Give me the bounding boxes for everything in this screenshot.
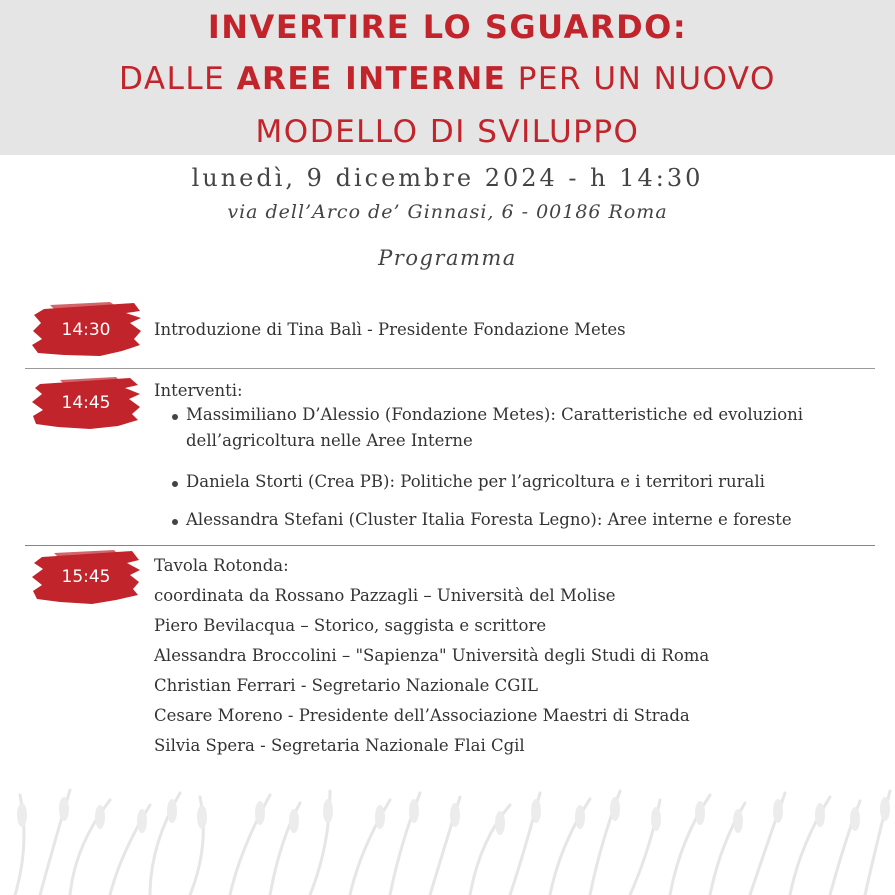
divider-2 — [25, 545, 875, 546]
speaker-1-line-2: dell’agricoltura nelle Aree Interne — [186, 431, 473, 450]
time-badge-2 — [30, 374, 142, 432]
speaker-1-line-1: Massimiliano D’Alessio (Fondazione Metes): Caratteristiche ed evoluzioni — [186, 405, 804, 424]
bullet-icon — [172, 414, 178, 420]
time-badge-1 — [30, 301, 142, 359]
event-venue: via dell’Arco de’ Ginnasi, 6 - 00186 Roma — [227, 201, 668, 223]
session-1-text: Introduzione di Tina Balì - Presidente Fondazione Metes — [154, 320, 626, 339]
event-date: lunedì, 9 dicembre 2024 - h 14:30 — [191, 164, 704, 192]
roundtable-line-2: Piero Bevilacqua – Storico, saggista e scrittore — [154, 616, 547, 635]
time-badge-3 — [30, 548, 142, 606]
wheat-pattern-icon — [0, 785, 895, 895]
title-line-1: INVERTIRE LO SGUARDO: — [207, 8, 688, 46]
title-line-2-post: PER UN NUOVO — [506, 61, 776, 97]
time-badge-label: 14:45 — [61, 393, 111, 413]
title-line-3: MODELLO DI SVILUPPO — [255, 114, 640, 150]
wheat-background — [0, 785, 895, 895]
roundtable-line-1: coordinata da Rossano Pazzagli – Università del Molise — [154, 586, 616, 605]
roundtable-line-3: Alessandra Broccolini – "Sapienza" Università degli Studi di Roma — [154, 646, 710, 665]
session-2-heading: Interventi: — [154, 381, 243, 400]
title-line-2-pre: DALLE — [119, 61, 237, 97]
roundtable-line-5: Cesare Moreno - Presidente dell’Associazione Maestri di Strada — [154, 706, 690, 725]
bullet-icon — [172, 481, 178, 487]
divider-1 — [25, 368, 875, 369]
bullet-icon — [172, 519, 178, 525]
program-heading: Programma — [378, 246, 517, 270]
time-badge-label: 15:45 — [61, 567, 111, 587]
speaker-2-line: Daniela Storti (Crea PB): Politiche per l’agricoltura e i territori rurali — [186, 472, 765, 491]
title-line-2-bold: AREE INTERNE — [236, 61, 507, 97]
session-3-heading: Tavola Rotonda: — [154, 556, 289, 575]
speaker-3-line: Alessandra Stefani (Cluster Italia Foresta Legno): Aree interne e foreste — [186, 510, 792, 529]
roundtable-line-4: Christian Ferrari - Segretario Nazionale CGIL — [154, 676, 538, 695]
title-line-2 — [0, 61, 895, 97]
roundtable-line-6: Silvia Spera - Segretaria Nazionale Flai Cgil — [154, 736, 525, 755]
time-badge-label: 14:30 — [61, 320, 111, 340]
